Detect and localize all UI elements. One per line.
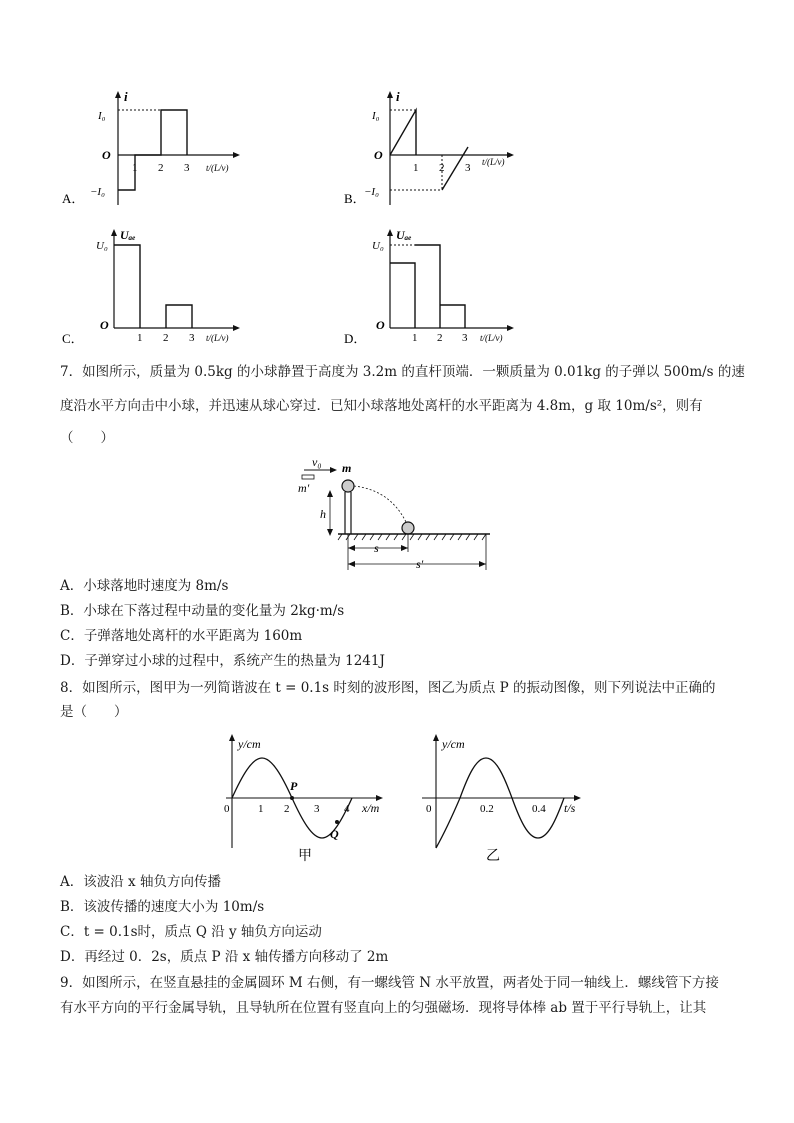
pos-tick: U₀ xyxy=(372,240,384,252)
q8-option-d: D．再经过 0．2s，质点 P 沿 x 轴传播方向移动了 2m xyxy=(60,949,389,965)
y-axis-label: i xyxy=(124,89,128,104)
point-q-label: Q xyxy=(330,827,339,841)
q7-stem-line-1: 7．如图所示，质量为 0.5kg 的小球静置于高度为 3.2m 的直杆顶端．一颗质量为 0.01kg 的子弹以 500m/s 的速 xyxy=(60,364,745,380)
q8-option-b: B．该波传播的速度大小为 10m/s xyxy=(60,899,265,915)
option-d-label: D． xyxy=(344,331,367,346)
x-axis-label: t/(L/v) xyxy=(206,333,229,343)
q8-stem-line-2: 是（ ） xyxy=(60,704,128,720)
current-graph-line xyxy=(118,110,187,190)
pos-tick: U₀ xyxy=(96,240,108,252)
neg-tick: −I₀ xyxy=(364,186,379,198)
q7-stem-line-2: 度沿水平方向击中小球，并迅速从球心穿过．已知小球落地处离杆的水平距离为 4.8m，g 取 10m/s²，则有 xyxy=(60,398,703,414)
q7-option-c: C．子弹落地处离杆的水平距离为 160m xyxy=(60,628,303,644)
x-tick-3: 3 xyxy=(189,332,195,344)
y-axis-label: y/cm xyxy=(238,737,261,751)
q8-option-a: A．该波沿 x 轴负方向传播 xyxy=(60,874,221,890)
q8-stem-line-1: 8．如图所示，图甲为一列简谐波在 t = 0.1s 时刻的波形图，图乙为质点 P 的振动图像，则下列说法中正确的 xyxy=(60,680,716,696)
y-axis-label: i xyxy=(396,89,400,104)
q7-option-a: A．小球落地时速度为 8m/s xyxy=(60,578,229,594)
x-tick-3: 3 xyxy=(184,162,190,174)
bullet-icon xyxy=(302,475,314,479)
option-a-label: A． xyxy=(62,191,85,206)
x-tick-3: 3 xyxy=(465,162,471,174)
x-axis-label: t/(L/v) xyxy=(480,333,503,343)
x-tick-2: 2 xyxy=(163,332,169,344)
m-prime-label: m′ xyxy=(298,481,310,495)
fallen-ball-icon xyxy=(402,522,414,534)
pos-tick: I₀ xyxy=(98,110,106,122)
q7-stem-line-3: （ ） xyxy=(60,430,114,446)
x-tick-1: 1 xyxy=(413,162,419,174)
figure-caption: 甲 xyxy=(298,849,312,864)
point-p-label: P xyxy=(290,779,298,793)
graph-option-d xyxy=(340,225,530,350)
q8-figure-yi xyxy=(418,730,588,865)
origin-label: O xyxy=(102,148,111,162)
voltage-graph-line xyxy=(114,245,140,328)
x-tick-2: 2 xyxy=(284,803,290,815)
origin-label: 0 xyxy=(224,803,230,815)
origin-label: O xyxy=(100,318,109,332)
q8-figure-jia xyxy=(220,730,390,865)
pos-tick: I₀ xyxy=(372,110,380,122)
x-tick-3: 3 xyxy=(462,332,468,344)
x-axis-label: t/s xyxy=(564,801,576,815)
voltage-graph-line xyxy=(390,263,415,328)
origin-label: O xyxy=(376,318,385,332)
q9-stem-line-2: 有水平方向的平行金属导轨，且导轨所在位置有竖直向上的匀强磁场．现将导体棒 ab 置于平行导轨上，让其 xyxy=(60,1000,707,1016)
y-axis-label: y/cm xyxy=(442,737,465,751)
point-p-marker xyxy=(290,796,294,800)
x-tick-2: 2 xyxy=(158,162,164,174)
s-label: s xyxy=(374,541,379,555)
q8-option-c: C．t = 0.1s时，质点 Q 沿 y 轴负方向运动 xyxy=(60,924,322,940)
q9-stem-line-1: 9．如图所示，在竖直悬挂的金属圆环 M 右侧，有一螺线管 N 水平放置，两者处于同一轴线上．螺线管下方接 xyxy=(60,975,719,991)
q7-option-b: B．小球在下落过程中动量的变化量为 2kg·m/s xyxy=(60,603,345,619)
x-tick-1: 1 xyxy=(412,332,418,344)
x-tick-1: 1 xyxy=(137,332,143,344)
ball-on-pole-icon xyxy=(342,480,354,492)
graph-option-c xyxy=(58,225,248,350)
option-c-label: C． xyxy=(62,331,84,346)
origin-label: 0 xyxy=(426,803,432,815)
x-tick-2: 2 xyxy=(439,162,445,174)
origin-label: O xyxy=(374,148,383,162)
current-graph-line xyxy=(390,110,416,155)
x-tick-1: 1 xyxy=(258,803,264,815)
x-axis-label: t/(L/v) xyxy=(482,157,505,167)
q7-figure xyxy=(290,452,500,574)
point-q-marker xyxy=(335,820,339,824)
x-tick-2: 2 xyxy=(437,332,443,344)
y-axis-label: Uₐₑ xyxy=(396,228,412,242)
t-tick-2: 0.4 xyxy=(532,803,546,815)
y-axis-label: Uₐₑ xyxy=(120,228,136,242)
v0-label: v₀ xyxy=(312,455,322,469)
x-axis-label: t/(L/v) xyxy=(206,163,229,173)
graph-option-b xyxy=(340,85,530,215)
q7-option-d: D．子弹穿过小球的过程中，系统产生的热量为 1241J xyxy=(60,653,385,669)
x-axis-label: x/m xyxy=(362,801,380,815)
t-tick-1: 0.2 xyxy=(480,803,494,815)
option-b-label: B． xyxy=(344,191,366,206)
s-prime-label: s′ xyxy=(416,557,424,571)
neg-tick: −I₀ xyxy=(90,186,105,198)
graph-option-a xyxy=(58,85,248,215)
m-label: m xyxy=(342,461,352,475)
x-tick-3: 3 xyxy=(314,803,320,815)
h-label: h xyxy=(320,507,326,521)
figure-caption: 乙 xyxy=(486,849,500,864)
x-tick-1: 1 xyxy=(132,162,138,174)
x-tick-4: 4 xyxy=(344,803,350,815)
